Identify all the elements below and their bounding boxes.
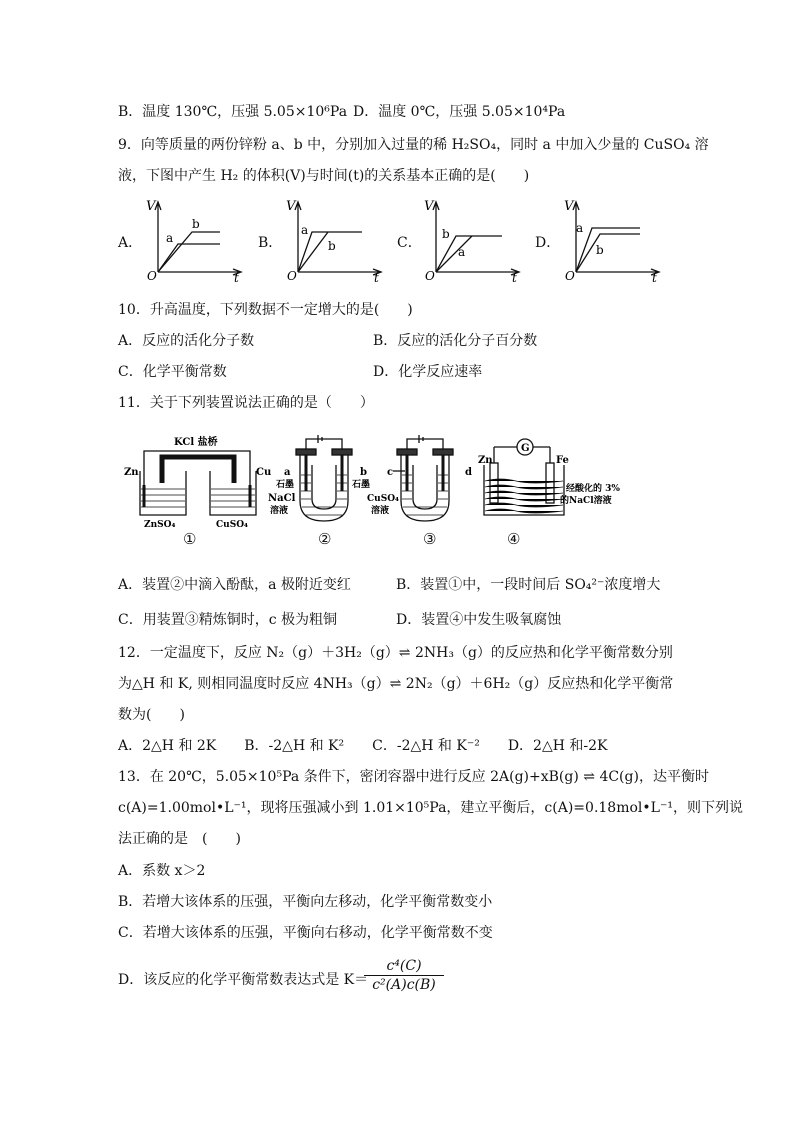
q9-graph-d-label: D． (535, 235, 561, 251)
q9-graph-b (282, 196, 392, 282)
q9-graph-d-t: t (652, 271, 657, 282)
q11-apparatus-2-number: ② (318, 530, 332, 548)
q9-stem-line2: 液，下图中产生 H₂ 的体积(V)与时间(t)的关系基本正确的是( ) (118, 168, 530, 184)
q13-stem-line2: c(A)=1.00mol•L⁻¹，现将压强减小到 1.01×10⁵Pa，建立平衡后，c(A)=0.18mol•L⁻¹，则下列说 (118, 800, 743, 816)
q10-option-b: B．反应的活化分子百分数 (373, 333, 538, 349)
app2-b-label: b (360, 467, 367, 478)
app3-c-label: c (387, 467, 394, 478)
q11-option-a: A．装置②中滴入酚酞，a 极附近变红 (118, 577, 351, 593)
q10-option-a: A．反应的活化分子数 (118, 333, 255, 349)
app2-sol-label: NaCl (268, 493, 296, 504)
app1-sol2-label: CuSO₄ (216, 520, 248, 527)
q12-stem-line2: 为△H 和 K, 则相同温度时反应 4NH₃（g）⇌ 2N₂（g）＋6H₂（g）反应热和化学平衡常 (118, 676, 674, 692)
q9-graph-a (142, 196, 252, 282)
app4-fe-label: Fe (556, 455, 569, 466)
q9-graph-c-t: t (512, 271, 517, 282)
q13-fraction-bar (364, 975, 444, 976)
q8-option-b: B．温度 130℃，压强 5.05×10⁶Pa (118, 104, 348, 120)
q9-graph-a-t: t (234, 271, 239, 282)
q10-option-d: D．化学反应速率 (373, 364, 483, 380)
app1-cu-label: Cu (256, 467, 272, 478)
app4-zn-label: Zn (478, 455, 493, 466)
app3-sol-label: CuSO₄ (367, 494, 399, 504)
q9-graph-c-v: V (424, 199, 434, 214)
q9-graph-d (560, 196, 670, 282)
q9-graph-a-v: V (146, 199, 156, 214)
q11-option-c: C．用装置③精炼铜时，c 极为粗铜 (118, 612, 338, 628)
app4-sol-label: 经酸化的 3% (566, 484, 620, 494)
q9-graph-d-o: O (565, 269, 575, 282)
q10-option-c: C．化学平衡常数 (118, 364, 227, 380)
q13-fraction-denominator: c²(A)c(B) (372, 977, 436, 993)
q11-apparatus-4-number: ④ (507, 530, 521, 548)
q9-graph-a-o: O (147, 269, 157, 282)
app4-galvanometer-label: G (521, 443, 530, 454)
app2-sol2-label: 溶液 (270, 506, 289, 516)
q11-option-b: B．装置①中，一段时间后 SO₄²⁻浓度增大 (396, 577, 661, 593)
q9-graph-c (420, 196, 530, 282)
q11-stem: 11．关于下列装置说法正确的是（ ） (118, 395, 374, 411)
q13-equilibrium-fraction (364, 958, 444, 993)
q9-stem-line1: 9．向等质量的两份锌粉 a、b 中，分别加入过量的稀 H₂SO₄，同时 a 中加入少量的 CuSO₄ 溶 (118, 137, 709, 153)
q9-graph-d-a: a (576, 221, 584, 235)
q9-graph-b-b: b (328, 239, 336, 253)
q9-graph-d-b: b (596, 243, 604, 257)
q9-graph-b-t: t (374, 271, 379, 282)
app3-sol2-label: 溶液 (371, 506, 390, 516)
q8-option-d: D．温度 0℃，压强 5.05×10⁴Pa (353, 104, 566, 120)
q12-options: A．2△H 和 2K B．-2△H 和 K² C．-2△H 和 K⁻² D．2△H 和-2K (118, 738, 608, 754)
q11-apparatus-3-number: ③ (423, 530, 437, 548)
q9-graph-c-a: a (458, 245, 466, 259)
q9-graph-d-v: V (564, 199, 574, 214)
q9-graph-a-a: a (166, 231, 174, 245)
q13-stem-line1: 13．在 20℃，5.05×10⁵Pa 条件下，密闭容器中进行反应 2A(g)+xB(g) ⇌ 4C(g)，达平衡时 (118, 769, 709, 785)
q13-fraction-numerator: c⁴(C) (386, 958, 422, 974)
q9-graph-a-label: A． (118, 235, 143, 251)
app2-a-label: a (284, 467, 291, 478)
q11-apparatus-1-number: ① (183, 530, 197, 548)
q9-graph-b-o: O (287, 269, 297, 282)
q11-option-d: D．装置④中发生吸氧腐蚀 (396, 612, 562, 628)
q11-apparatus-1-galvanic-cell (122, 435, 272, 527)
q9-graph-c-b: b (442, 227, 450, 241)
app2-el1-label: 石墨 (276, 480, 295, 490)
q11-apparatus-3-copper-refining (367, 435, 479, 525)
q9-graph-a-b: b (192, 217, 200, 231)
app2-el2-label: 石墨 (352, 480, 371, 490)
app3-d-label: d (465, 467, 472, 478)
q13-option-d: D．该反应的化学平衡常数表达式是 K＝ (118, 972, 369, 988)
app1-bridge-label: KCl 盐桥 (174, 437, 218, 448)
app1-sol1-label: ZnSO₄ (144, 520, 176, 527)
q11-apparatus-4-oxygen-corrosion (478, 435, 638, 525)
q13-option-c: C．若增大该体系的压强，平衡向右移动，化学平衡常数不变 (118, 925, 493, 941)
q13-option-b: B．若增大该体系的压强，平衡向左移动，化学平衡常数变小 (118, 894, 493, 910)
q12-stem-line1: 12．一定温度下，反应 N₂（g）＋3H₂（g）⇌ 2NH₃（g）的反应热和化学平衡常数分别 (118, 645, 673, 661)
app1-zn-label: Zn (124, 467, 139, 478)
q9-graph-c-label: C． (397, 235, 422, 251)
q10-stem: 10．升高温度，下列数据不一定增大的是( ) (118, 302, 413, 318)
q9-graph-b-a: a (301, 223, 309, 237)
q13-option-a: A．系数 x＞2 (118, 863, 206, 879)
q9-graph-b-v: V (286, 199, 296, 214)
q12-stem-line3: 数为( ) (118, 707, 185, 723)
app4-sol2-label: 的NaCl溶液 (560, 496, 612, 506)
q13-stem-line3: 法正确的是 ( ) (118, 831, 241, 847)
q9-graph-c-o: O (425, 269, 435, 282)
q9-graph-b-label: B． (258, 235, 283, 251)
